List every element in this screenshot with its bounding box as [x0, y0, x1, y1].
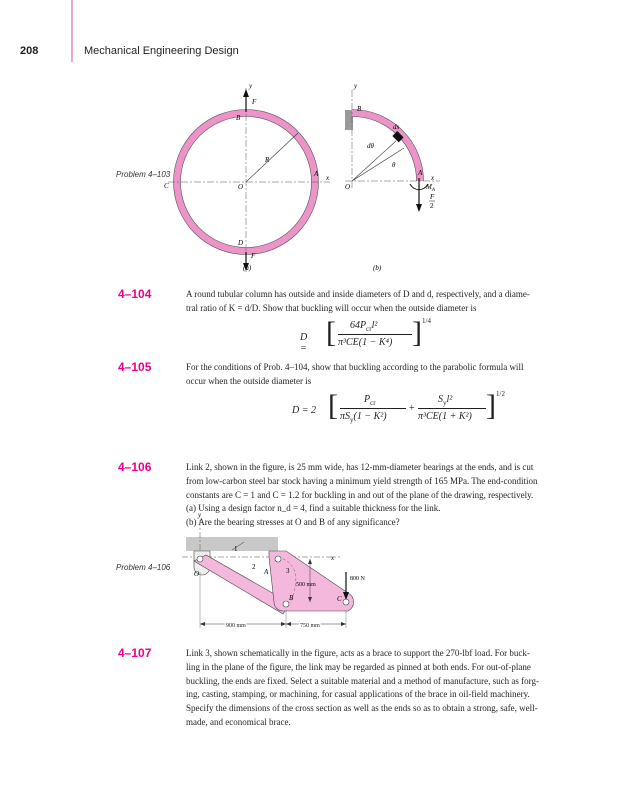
page-number: 208 — [20, 45, 39, 57]
label-F-b: F — [430, 193, 435, 201]
label-y-a: y — [249, 82, 253, 90]
figure-b — [345, 82, 440, 272]
problem-number-105: 4–105 — [118, 360, 152, 374]
header-rule — [71, 0, 73, 62]
label-O-106: O — [194, 570, 200, 578]
problem-label-106: Problem 4–106 — [116, 563, 171, 572]
label-800N: 800 N — [350, 576, 365, 582]
label-dtheta: dθ — [367, 142, 374, 150]
label-R: R — [265, 156, 270, 164]
label-900mm: 900 mm — [226, 623, 246, 629]
problem-text-106: Link 2, shown in the figure, is 25 mm wide, has 12-mm-diameter bearings at the ends, and is cut from low-carbon steel bar stock having a minimum yield strength of 165 MPa. The end-condition constants are C = 1 and C = 1.2 for buckling in and out of the plane of the drawing, respectively. (a) Using a design factor n_d = 4, find a suitable thickness for the link. (b) Are the bearing stresses at O and B of any significance? — [186, 462, 538, 528]
figure-4-103 — [0, 82, 626, 272]
label-O-a: O — [238, 183, 244, 191]
label-A-b: A — [418, 169, 423, 177]
label-B-106: B — [289, 594, 294, 602]
label-theta: θ — [392, 161, 396, 169]
half-ring — [352, 113, 420, 181]
label-750mm: 750 mm — [300, 623, 320, 629]
label-link-1: 1 — [234, 545, 238, 553]
caption-b: (b) — [373, 264, 382, 272]
caption-a: (a) — [243, 264, 252, 272]
label-F-top: F — [252, 98, 257, 106]
label-MA: $M_A$ — [426, 183, 435, 193]
label-D: D — [238, 239, 244, 247]
book-title: Mechanical Engineering Design — [84, 45, 239, 57]
problem-number-106: 4–106 — [118, 460, 152, 474]
problem-text-104: A round tubular column has outside and inside diameters of D and d, respectively, and a diame- tral ratio of K = d/D. Show that buckling will occur when the outside diameter is — [186, 289, 530, 313]
label-A-a: A — [314, 170, 319, 178]
label-x-b: x — [431, 174, 435, 182]
figure-4-106 — [0, 510, 626, 640]
label-y-106: y — [198, 511, 202, 519]
label-x-a: x — [326, 174, 330, 182]
label-x-106: x — [331, 554, 335, 562]
label-ds: ds — [393, 123, 400, 131]
label-two-b: 2 — [430, 202, 434, 210]
label-O-b: O — [345, 183, 351, 191]
problem-text-107: Link 3, shown schematically in the figure, acts as a brace to support the 270-lbf load. For buck- ling in the plane of the figure, the link may be regarded as pinned at both ends. For out-of-plane buckling, the ends are fixed. Select a suitable material and a method of manufacture, such as forg- ing, casting, stamping, or machining, for casual applications of the brace in oil-field machinery. Specify the dimensions of the cross section as well as the ends so as to obtain a strong, safe, well- made, and economical brace. — [186, 648, 539, 727]
label-C: C — [164, 182, 169, 190]
problem-label-103: Problem 4–103 — [116, 170, 171, 179]
problem-text-105: For the conditions of Prob. 4–104, show that buckling according to the parabolic formula will occur when the outside diameter is — [186, 362, 524, 386]
label-F-bottom: F — [251, 252, 256, 260]
problem-number-107: 4–107 — [118, 646, 152, 660]
label-B-a: B — [236, 114, 241, 122]
label-B-b: B — [357, 105, 362, 113]
label-link-2: 2 — [252, 563, 256, 571]
label-C-106: C — [337, 595, 342, 603]
problem-number-104: 4–104 — [118, 287, 152, 301]
figure-a — [164, 82, 330, 272]
label-A-106: A — [264, 568, 269, 576]
label-link-3: 3 — [286, 567, 290, 575]
label-y-b: y — [354, 82, 358, 90]
label-500mm: 500 mm — [296, 582, 316, 588]
